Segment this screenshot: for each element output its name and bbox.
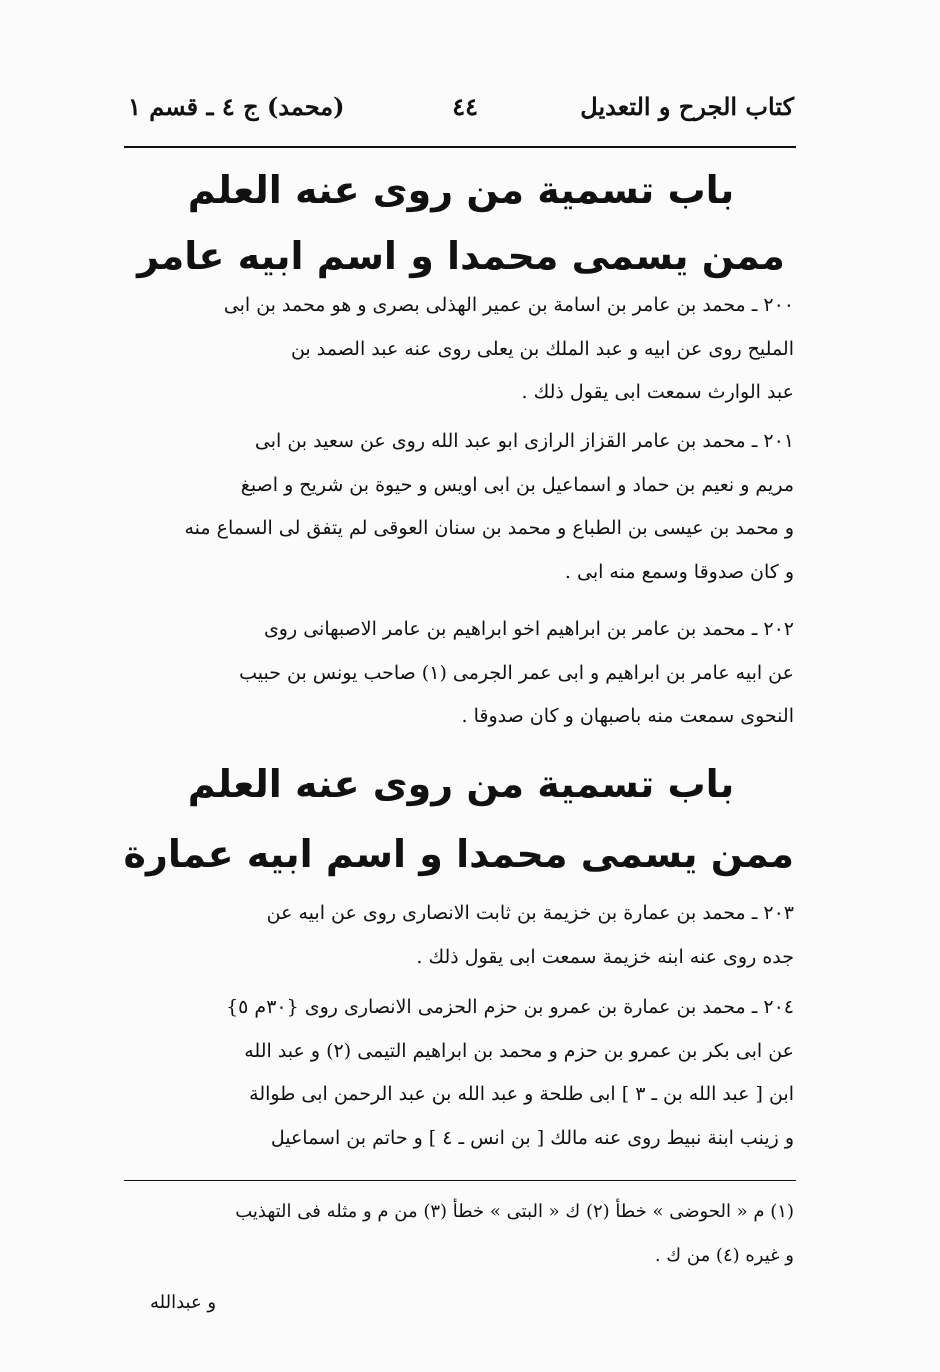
- chapter-heading-line: ممن يسمى محمدا و اسم ابيه عمارة: [123, 832, 794, 876]
- book-title: كتاب الجرح و التعديل: [580, 92, 794, 121]
- entry-line: ابن [ عبد الله بن ـ ٣ ] ابى طلحة و عبد الله بن عبد الرحمن ابى طوالة: [249, 1083, 794, 1105]
- volume-label: (محمد) ج ٤ ـ قسم ١: [128, 92, 345, 121]
- entry-line: و زينب ابنة نبيط روى عنه مالك [ بن انس ـ ٤ ] و حاتم بن اسماعيل: [270, 1126, 794, 1149]
- entry-line: و محمد بن عيسى بن الطباع و محمد بن سنان العوقى لم يتفق لى السماع منه: [184, 517, 794, 539]
- footnote-rule: [124, 1180, 796, 1181]
- chapter-heading-line: ممن يسمى محمدا و اسم ابيه عامر: [137, 234, 785, 278]
- entry-line: ٢٠٤ ـ محمد بن عمارة بن عمرو بن حزم الحزمى الانصارى روى {٣٠م ٥}: [226, 996, 794, 1018]
- entry-204: [128, 986, 794, 1160]
- entry-line: و كان صدوقا وسمع منه ابى .: [564, 560, 794, 583]
- entry-201: [128, 420, 794, 594]
- entry-line: ٢٠٣ ـ محمد بن عمارة بن خزيمة بن ثابت الانصارى روى عن ابيه عن: [266, 902, 794, 924]
- entry-202: [128, 608, 794, 739]
- chapter-heading-line: باب تسمية من روى عنه العلم: [187, 762, 735, 806]
- page-number: ٤٤: [452, 92, 478, 121]
- entry-line: النحوى سمعت منه باصبهان و كان صدوقا .: [461, 705, 794, 727]
- entry-line: ٢٠١ ـ محمد بن عامر القزاز الرازى ابو عبد الله روى عن سعيد بن ابى: [254, 430, 794, 452]
- entry-200: [128, 284, 794, 415]
- entry-line: عن ابيه عامر بن ابراهيم و ابى عمر الجرمى (١) صاحب يونس بن حبيب: [239, 661, 794, 684]
- entry-line: عن ابى بكر بن عمرو بن حزم و محمد بن ابراهيم التيمى (٢) و عبد الله: [244, 1039, 794, 1062]
- entry-line: المليح روى عن ابيه و عبد الملك بن يعلى روى عنه عبد الصمد بن: [290, 337, 794, 360]
- entry-line: ٢٠٢ ـ محمد بن عامر بن ابراهيم اخو ابراهيم بن عامر الاصبهانى روى: [263, 618, 794, 640]
- header-rule: [124, 146, 796, 148]
- running-header: [128, 88, 794, 132]
- catchword: و عبدالله: [150, 1292, 217, 1313]
- footnote-line: (١) م « الحوضى » خطأ (٢) ك « البتى » خطأ (٣) من م و مثله فى التهذيب: [235, 1201, 794, 1222]
- entry-203: [128, 892, 794, 979]
- footnote-line: و غيره (٤) من ك .: [654, 1245, 794, 1266]
- footnotes: [128, 1190, 794, 1278]
- entry-line: جده روى عنه ابنه خزيمة سمعت ابى يقول ذلك .: [416, 945, 794, 968]
- entry-line: عبد الوارث سمعت ابى يقول ذلك .: [521, 381, 794, 403]
- entry-line: ٢٠٠ ـ محمد بن عامر بن اسامة بن عمير الهذلى بصرى و هو محمد بن ابى: [223, 294, 794, 316]
- entry-line: مريم و نعيم بن حماد و اسماعيل بن ابى اويس و حيوة بن شريح و اصبغ: [240, 473, 794, 496]
- chapter-heading-line: باب تسمية من روى عنه العلم: [187, 168, 735, 212]
